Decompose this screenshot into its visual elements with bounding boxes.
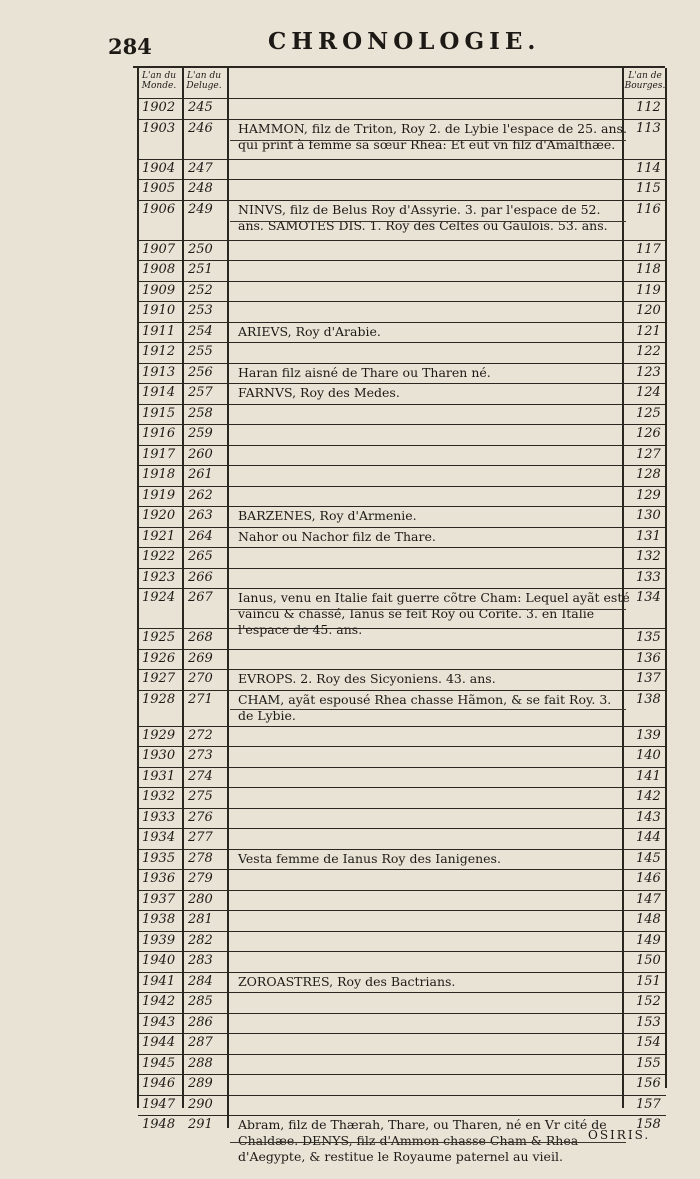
table-row bbox=[138, 1115, 666, 1168]
table-row bbox=[138, 363, 666, 385]
year-of-bourges: 157 bbox=[636, 1096, 661, 1112]
ledger-line bbox=[230, 1142, 626, 1143]
year-of-world: 1917 bbox=[142, 446, 176, 462]
event-text: EVROPS. 2. Roy des Sicyoniens. 43. ans. bbox=[238, 671, 496, 686]
year-of-bourges: 158 bbox=[636, 1117, 661, 1132]
year-of-bourges: 118 bbox=[636, 262, 661, 277]
year-after-deluge: 255 bbox=[188, 344, 213, 359]
year-of-world: 1938 bbox=[142, 912, 176, 927]
year-after-deluge: 273 bbox=[188, 748, 213, 763]
ledger-line bbox=[230, 609, 626, 610]
year-after-deluge: 286 bbox=[188, 1014, 213, 1030]
year-after-deluge: 256 bbox=[188, 364, 213, 380]
year-of-bourges: 155 bbox=[636, 1055, 661, 1071]
table-row bbox=[138, 869, 666, 891]
year-of-bourges: 156 bbox=[636, 1076, 661, 1091]
year-after-deluge: 251 bbox=[188, 262, 213, 277]
year-after-deluge: 260 bbox=[188, 446, 213, 462]
year-of-world: 1940 bbox=[142, 953, 176, 968]
year-of-bourges: 129 bbox=[636, 487, 661, 503]
year-of-world: 1927 bbox=[142, 671, 176, 686]
year-of-world: 1910 bbox=[142, 303, 176, 318]
ledger-line bbox=[230, 140, 626, 141]
year-of-bourges: 143 bbox=[636, 809, 661, 825]
event-text: ARIEVS, Roy d'Arabie. bbox=[238, 323, 381, 339]
year-of-bourges: 136 bbox=[636, 650, 661, 666]
year-of-bourges: 148 bbox=[636, 912, 661, 927]
year-after-deluge: 281 bbox=[188, 912, 213, 927]
table-row bbox=[138, 486, 666, 508]
event-text: Ianus, venu en Italie fait guerre cõtre Cham: Lequel ayãt esté vaincu & chassé, Ianus se feit Roy ou Corite. 3. en Italie l'espace de 45. ans. bbox=[238, 590, 630, 637]
table-row bbox=[138, 690, 666, 727]
year-of-bourges: 114 bbox=[636, 160, 661, 176]
table-row bbox=[138, 828, 666, 850]
year-of-bourges: 151 bbox=[636, 973, 661, 989]
year-after-deluge: 249 bbox=[188, 201, 213, 217]
year-after-deluge: 246 bbox=[188, 120, 213, 136]
column-header-bourges: L'an de Bourges. bbox=[624, 71, 666, 91]
year-of-world: 1930 bbox=[142, 748, 176, 763]
year-of-bourges: 122 bbox=[636, 344, 661, 359]
table-row bbox=[138, 179, 666, 201]
table-row bbox=[138, 159, 666, 181]
year-after-deluge: 287 bbox=[188, 1035, 213, 1050]
year-of-world: 1921 bbox=[142, 528, 176, 544]
table-row bbox=[138, 910, 666, 932]
table-row bbox=[138, 119, 666, 160]
year-of-world: 1932 bbox=[142, 789, 176, 804]
year-after-deluge: 259 bbox=[188, 426, 213, 441]
year-after-deluge: 267 bbox=[188, 590, 213, 605]
table-row bbox=[138, 200, 666, 241]
year-of-bourges: 112 bbox=[636, 100, 661, 115]
year-of-bourges: 153 bbox=[636, 1014, 661, 1030]
page-title: CHRONOLOGIE. bbox=[268, 28, 541, 55]
year-of-world: 1928 bbox=[142, 691, 176, 707]
year-after-deluge: 269 bbox=[188, 650, 213, 666]
year-after-deluge: 268 bbox=[188, 630, 213, 645]
year-of-bourges: 132 bbox=[636, 549, 661, 564]
year-of-bourges: 146 bbox=[636, 871, 661, 886]
year-of-world: 1935 bbox=[142, 850, 176, 866]
year-after-deluge: 275 bbox=[188, 789, 213, 804]
year-after-deluge: 278 bbox=[188, 850, 213, 866]
table-row bbox=[138, 1054, 666, 1076]
table-row bbox=[138, 628, 666, 650]
year-of-world: 1931 bbox=[142, 768, 176, 784]
table-row bbox=[138, 240, 666, 262]
year-of-world: 1941 bbox=[142, 973, 176, 989]
year-of-world: 1933 bbox=[142, 809, 176, 825]
table-row bbox=[138, 972, 666, 994]
table-row bbox=[138, 992, 666, 1014]
year-of-world: 1903 bbox=[142, 120, 176, 136]
year-of-world: 1937 bbox=[142, 891, 176, 907]
table-row bbox=[138, 649, 666, 671]
year-of-world: 1922 bbox=[142, 549, 176, 564]
event-text: ZOROASTRES, Roy des Bactrians. bbox=[238, 973, 456, 989]
year-of-bourges: 141 bbox=[636, 768, 661, 784]
ledger-line bbox=[230, 709, 626, 710]
year-after-deluge: 253 bbox=[188, 303, 213, 318]
table-row bbox=[138, 424, 666, 446]
event-text: Nahor ou Nachor filz de Thare. bbox=[238, 528, 436, 544]
year-of-bourges: 135 bbox=[636, 630, 661, 645]
year-after-deluge: 258 bbox=[188, 405, 213, 421]
column-header-deluge: L'an du Deluge. bbox=[186, 71, 222, 91]
table-row bbox=[138, 1013, 666, 1035]
year-of-bourges: 125 bbox=[636, 405, 661, 421]
year-of-bourges: 150 bbox=[636, 953, 661, 968]
table-row bbox=[138, 342, 666, 364]
year-of-bourges: 134 bbox=[636, 590, 661, 605]
year-after-deluge: 272 bbox=[188, 727, 213, 743]
table-row bbox=[138, 506, 666, 528]
table-row bbox=[138, 445, 666, 467]
table-row bbox=[138, 98, 666, 120]
year-of-bourges: 128 bbox=[636, 467, 661, 482]
year-after-deluge: 245 bbox=[188, 100, 213, 115]
year-of-world: 1939 bbox=[142, 932, 176, 948]
table-row bbox=[138, 1074, 666, 1096]
year-of-world: 1912 bbox=[142, 344, 176, 359]
year-of-bourges: 138 bbox=[636, 691, 661, 707]
event-text: BARZENES, Roy d'Armenie. bbox=[238, 508, 417, 523]
year-after-deluge: 261 bbox=[188, 467, 213, 482]
year-of-bourges: 126 bbox=[636, 426, 661, 441]
year-of-bourges: 149 bbox=[636, 932, 661, 948]
table-row bbox=[138, 849, 666, 871]
year-of-world: 1919 bbox=[142, 487, 176, 503]
year-of-bourges: 154 bbox=[636, 1035, 661, 1050]
year-after-deluge: 290 bbox=[188, 1096, 213, 1112]
year-after-deluge: 270 bbox=[188, 671, 213, 686]
year-after-deluge: 282 bbox=[188, 932, 213, 948]
year-of-world: 1918 bbox=[142, 467, 176, 482]
year-of-world: 1902 bbox=[142, 100, 176, 115]
table-row bbox=[138, 669, 666, 691]
year-of-bourges: 147 bbox=[636, 891, 661, 907]
year-of-bourges: 123 bbox=[636, 364, 661, 380]
year-of-bourges: 142 bbox=[636, 789, 661, 804]
table-row bbox=[138, 808, 666, 830]
year-of-world: 1934 bbox=[142, 830, 176, 845]
year-of-world: 1909 bbox=[142, 282, 176, 298]
year-of-world: 1904 bbox=[142, 160, 176, 176]
event-text: Vesta femme de Ianus Roy des Ianigenes. bbox=[238, 850, 501, 866]
year-of-world: 1936 bbox=[142, 871, 176, 886]
table-row bbox=[138, 746, 666, 768]
year-after-deluge: 252 bbox=[188, 282, 213, 298]
event-text: CHAM, ayãt espousé Rhea chasse Hãmon, & se fait Roy. 3. de Lybie. bbox=[238, 691, 612, 723]
year-of-world: 1914 bbox=[142, 385, 176, 400]
year-after-deluge: 250 bbox=[188, 241, 213, 257]
year-of-bourges: 137 bbox=[636, 671, 661, 686]
year-after-deluge: 264 bbox=[188, 528, 213, 544]
header-rule bbox=[133, 66, 665, 68]
year-of-world: 1923 bbox=[142, 569, 176, 585]
year-of-world: 1943 bbox=[142, 1014, 176, 1030]
year-of-bourges: 127 bbox=[636, 446, 661, 462]
table-row bbox=[138, 588, 666, 637]
catchword: OSIRIS. bbox=[588, 1128, 651, 1142]
table-row bbox=[138, 383, 666, 405]
table-row bbox=[138, 465, 666, 487]
year-after-deluge: 277 bbox=[188, 830, 213, 845]
table-row bbox=[138, 301, 666, 323]
year-of-bourges: 121 bbox=[636, 323, 661, 339]
year-of-bourges: 130 bbox=[636, 508, 661, 523]
year-after-deluge: 248 bbox=[188, 181, 213, 196]
year-of-bourges: 144 bbox=[636, 830, 661, 845]
year-after-deluge: 276 bbox=[188, 809, 213, 825]
year-after-deluge: 288 bbox=[188, 1055, 213, 1071]
year-of-world: 1925 bbox=[142, 630, 176, 645]
year-of-world: 1913 bbox=[142, 364, 176, 380]
event-text: Abram, filz de Thærah, Thare, ou Tharen, né en Vr cité de Chaldæe. DENYS, filz d'Ammon chasse Cham & Rhea d'Aegypte, & restitue le Royaume paternel au vieil. bbox=[238, 1117, 607, 1164]
column-header-world: L'an du Monde. bbox=[141, 71, 177, 91]
year-of-bourges: 152 bbox=[636, 994, 661, 1009]
year-of-world: 1946 bbox=[142, 1076, 176, 1091]
page-number: 284 bbox=[108, 34, 152, 59]
table-row bbox=[138, 404, 666, 426]
table-row bbox=[138, 260, 666, 282]
year-after-deluge: 265 bbox=[188, 549, 213, 564]
year-of-bourges: 113 bbox=[636, 120, 661, 136]
year-after-deluge: 263 bbox=[188, 508, 213, 523]
year-of-bourges: 124 bbox=[636, 385, 661, 400]
year-after-deluge: 257 bbox=[188, 385, 213, 400]
year-after-deluge: 254 bbox=[188, 323, 213, 339]
table-row bbox=[138, 1095, 666, 1117]
year-after-deluge: 284 bbox=[188, 973, 213, 989]
year-after-deluge: 280 bbox=[188, 891, 213, 907]
year-of-world: 1915 bbox=[142, 405, 176, 421]
year-after-deluge: 279 bbox=[188, 871, 213, 886]
table-row bbox=[138, 726, 666, 748]
year-of-world: 1929 bbox=[142, 727, 176, 743]
year-of-bourges: 117 bbox=[636, 241, 661, 257]
event-text: FARNVS, Roy des Medes. bbox=[238, 385, 400, 400]
table-row bbox=[138, 1033, 666, 1055]
year-of-world: 1908 bbox=[142, 262, 176, 277]
year-of-bourges: 145 bbox=[636, 850, 661, 866]
table-row bbox=[138, 322, 666, 344]
year-of-world: 1944 bbox=[142, 1035, 176, 1050]
year-of-world: 1948 bbox=[142, 1117, 176, 1132]
year-of-bourges: 139 bbox=[636, 727, 661, 743]
year-of-world: 1947 bbox=[142, 1096, 176, 1112]
table-row bbox=[138, 527, 666, 549]
table-row bbox=[138, 767, 666, 789]
year-of-world: 1924 bbox=[142, 590, 176, 605]
year-after-deluge: 289 bbox=[188, 1076, 213, 1091]
year-of-bourges: 131 bbox=[636, 528, 661, 544]
year-of-world: 1907 bbox=[142, 241, 176, 257]
year-after-deluge: 274 bbox=[188, 768, 213, 784]
table-row bbox=[138, 568, 666, 590]
year-of-world: 1916 bbox=[142, 426, 176, 441]
year-after-deluge: 271 bbox=[188, 691, 213, 707]
table-row bbox=[138, 951, 666, 973]
event-text: NINVS, filz de Belus Roy d'Assyrie. 3. par l'espace de 52. ans. SAMOTES DIS. 1. Roy des Celtes ou Gaulois. 53. ans. bbox=[238, 201, 608, 233]
year-of-world: 1920 bbox=[142, 508, 176, 523]
year-of-world: 1926 bbox=[142, 650, 176, 666]
year-of-bourges: 133 bbox=[636, 569, 661, 585]
year-of-bourges: 119 bbox=[636, 282, 661, 298]
year-of-world: 1945 bbox=[142, 1055, 176, 1071]
year-after-deluge: 283 bbox=[188, 953, 213, 968]
year-after-deluge: 285 bbox=[188, 994, 213, 1009]
year-of-world: 1905 bbox=[142, 181, 176, 196]
year-after-deluge: 262 bbox=[188, 487, 213, 503]
ledger-line bbox=[230, 221, 626, 222]
year-after-deluge: 266 bbox=[188, 569, 213, 585]
table-row bbox=[138, 787, 666, 809]
year-of-bourges: 116 bbox=[636, 201, 661, 217]
event-text: Haran filz aisné de Thare ou Tharen né. bbox=[238, 364, 491, 380]
year-after-deluge: 291 bbox=[188, 1117, 213, 1132]
year-of-world: 1942 bbox=[142, 994, 176, 1009]
year-of-bourges: 120 bbox=[636, 303, 661, 318]
event-text: HAMMON, filz de Triton, Roy 2. de Lybie l'espace de 25. ans. qui print à femme sa sœur Rhea: Et eut vn filz d'Amalthæe. bbox=[238, 120, 627, 152]
year-after-deluge: 247 bbox=[188, 160, 213, 176]
year-of-bourges: 140 bbox=[636, 748, 661, 763]
year-of-world: 1906 bbox=[142, 201, 176, 217]
table-row bbox=[138, 931, 666, 953]
year-of-world: 1911 bbox=[142, 323, 176, 339]
table-row bbox=[138, 547, 666, 569]
year-of-bourges: 115 bbox=[636, 181, 661, 196]
table-row bbox=[138, 281, 666, 303]
table-row bbox=[138, 890, 666, 912]
